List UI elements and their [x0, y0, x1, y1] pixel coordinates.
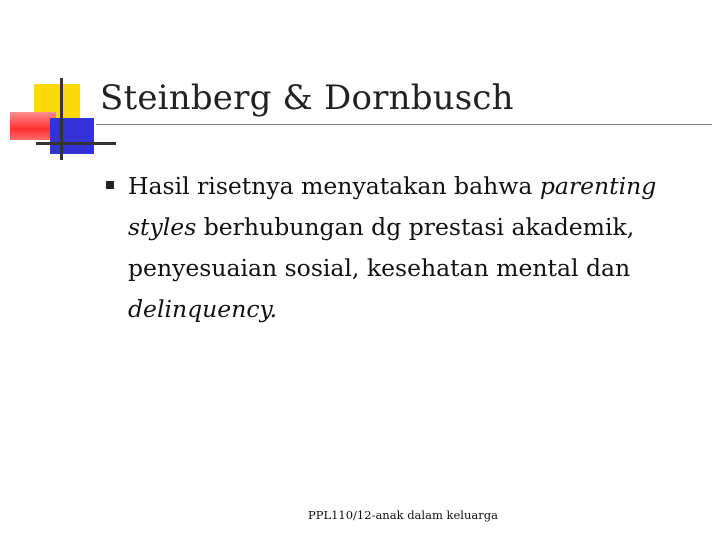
decorative-blue-square	[50, 118, 94, 154]
slide-title: Steinberg & Dornbusch	[100, 78, 514, 118]
bullet-text-italic-run: delinquency.	[128, 295, 278, 323]
bullet-text	[128, 166, 698, 330]
decorative-horizontal-line	[36, 142, 116, 145]
bullet-text-run: berhubungan dg prestasi akademik, penyesuaian sosial, kesehatan mental dan	[128, 213, 635, 282]
bullet-text-italic-run: parenting styles	[128, 172, 657, 241]
bullet-text-run: Hasil risetnya menyatakan bahwa	[128, 172, 540, 200]
bullet-square-icon	[106, 181, 114, 189]
title-underline	[96, 124, 712, 125]
slide-footer: PPL110/12-anak dalam keluarga	[308, 508, 498, 522]
decorative-vertical-line	[60, 78, 63, 160]
